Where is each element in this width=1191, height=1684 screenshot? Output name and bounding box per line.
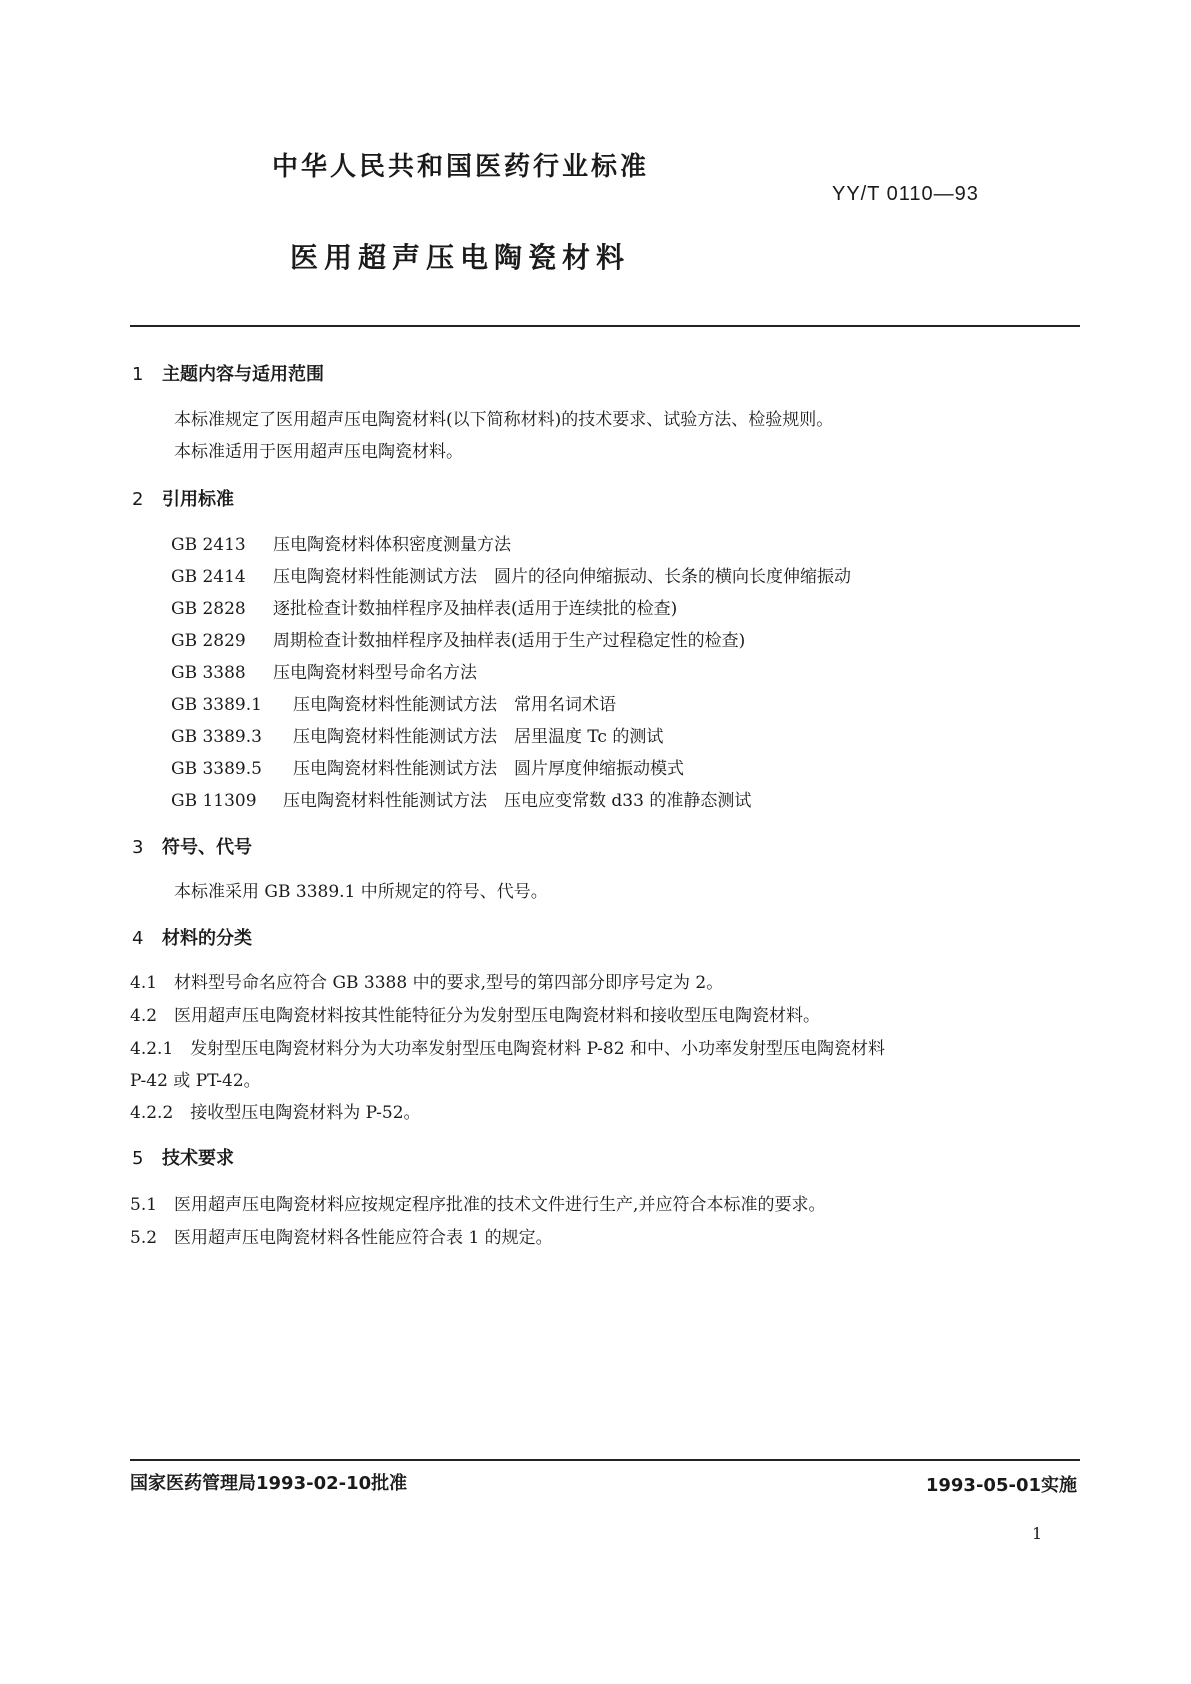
reference-item [171, 690, 616, 715]
reference-item [171, 562, 851, 587]
document-title: 医用超声压电陶瓷材料 [290, 241, 631, 274]
section-3-paragraph: 本标准采用 GB 3389.1 中所规定的符号、代号。 [174, 882, 548, 902]
section-1-paragraph-2: 本标准适用于医用超声压电陶瓷材料。 [174, 442, 463, 462]
clause-5-1: 5.1 医用超声压电陶瓷材料应按规定程序批准的技术文件进行生产,并应符合本标准的要求。 [130, 1195, 826, 1215]
section-5-heading [132, 1144, 234, 1170]
section-number: 1 [132, 364, 144, 385]
standard-code: YY/T 0110—93 [832, 183, 979, 205]
reference-item [171, 754, 684, 779]
standard-category-title: 中华人民共和国医药行业标准 [272, 152, 650, 182]
reference-code: GB 3389.5 [171, 759, 262, 779]
page-number: 1 [1032, 1524, 1043, 1543]
clause-4-2-1: 4.2.1 发射型压电陶瓷材料分为大功率发射型压电陶瓷材料 P-82 和中、小功率发射型压电陶瓷材料 [130, 1039, 885, 1059]
section-1-heading [132, 360, 324, 386]
section-number: 5 [132, 1148, 144, 1169]
section-number: 4 [132, 928, 144, 949]
reference-item [171, 786, 751, 811]
reference-code: GB 2828 [171, 599, 246, 619]
reference-item [171, 658, 477, 683]
section-number: 3 [132, 837, 144, 858]
section-title: 主题内容与适用范围 [162, 364, 324, 385]
clause-4-2-2: 4.2.2 接收型压电陶瓷材料为 P-52。 [130, 1103, 421, 1123]
clause-5-2: 5.2 医用超声压电陶瓷材料各性能应符合表 1 的规定。 [130, 1228, 553, 1248]
reference-text: 压电陶瓷材料性能测试方法 圆片的径向伸缩振动、长条的横向长度伸缩振动 [273, 567, 851, 587]
reference-text: 压电陶瓷材料型号命名方法 [273, 663, 477, 683]
reference-text: 周期检查计数抽样程序及抽样表(适用于生产过程稳定性的检查) [273, 631, 746, 651]
reference-code: GB 11309 [171, 791, 257, 811]
reference-text: 压电陶瓷材料性能测试方法 常用名词术语 [293, 695, 616, 715]
reference-text: 逐批检查计数抽样程序及抽样表(适用于连续批的检查) [273, 599, 678, 619]
reference-text: 压电陶瓷材料体积密度测量方法 [273, 535, 511, 555]
reference-text: 压电陶瓷材料性能测试方法 圆片厚度伸缩振动模式 [293, 759, 684, 779]
section-2-heading [132, 485, 234, 511]
reference-text: 压电陶瓷材料性能测试方法 压电应变常数 d33 的准静态测试 [283, 791, 752, 811]
reference-code: GB 2829 [171, 631, 246, 651]
footer-divider [130, 1459, 1080, 1461]
reference-item [171, 530, 511, 555]
section-number: 2 [132, 489, 144, 510]
header-divider [130, 325, 1080, 327]
clause-4-2-1-continued: P-42 或 PT-42。 [130, 1071, 261, 1091]
section-title: 材料的分类 [162, 928, 252, 949]
section-title: 技术要求 [162, 1148, 234, 1169]
clause-4-2: 4.2 医用超声压电陶瓷材料按其性能特征分为发射型压电陶瓷材料和接收型压电陶瓷材料。 [130, 1006, 821, 1026]
reference-code: GB 3389.3 [171, 727, 262, 747]
reference-code: GB 2413 [171, 535, 246, 555]
reference-code: GB 3389.1 [171, 695, 262, 715]
section-title: 符号、代号 [162, 837, 252, 858]
section-3-heading [132, 833, 252, 859]
reference-code: GB 2414 [171, 567, 246, 587]
reference-text: 压电陶瓷材料性能测试方法 居里温度 Tc 的测试 [293, 727, 664, 747]
reference-item [171, 722, 663, 747]
section-1-paragraph-1: 本标准规定了医用超声压电陶瓷材料(以下简称材料)的技术要求、试验方法、检验规则。 [174, 410, 834, 430]
approval-statement: 国家医药管理局1993-02-10批准 [130, 1473, 408, 1494]
section-4-heading [132, 924, 252, 950]
effective-date: 1993-05-01实施 [925, 1475, 1077, 1496]
reference-item [171, 626, 745, 651]
reference-code: GB 3388 [171, 663, 246, 683]
clause-4-1: 4.1 材料型号命名应符合 GB 3388 中的要求,型号的第四部分即序号定为 2。 [130, 973, 724, 993]
section-title: 引用标准 [162, 489, 234, 510]
reference-item [171, 594, 677, 619]
